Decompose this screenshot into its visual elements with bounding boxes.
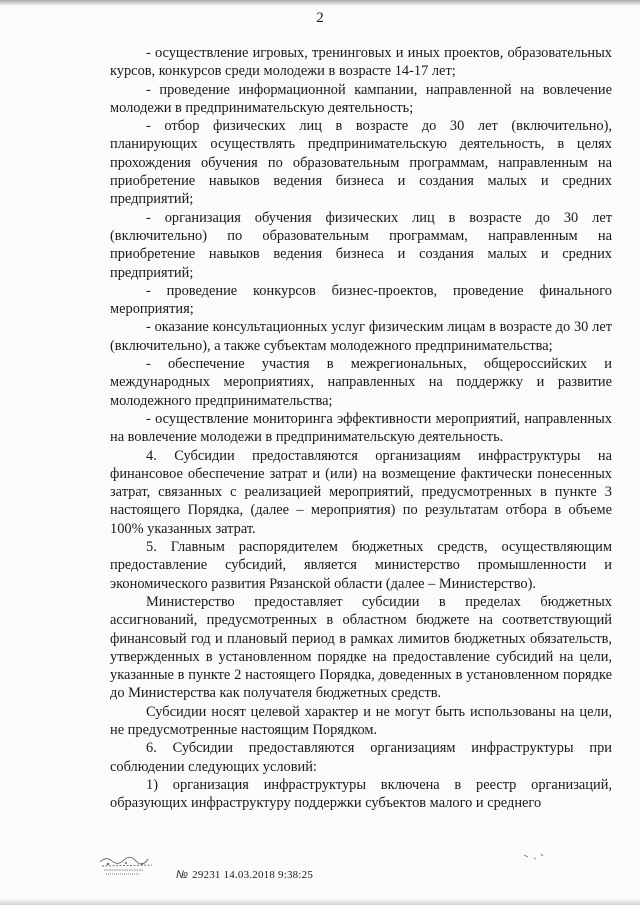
body-paragraph: - осуществление мониторинга эффективности мероприятий, направленных на вовлечение молодежи в предпринимательскую деятельность. xyxy=(110,410,612,446)
document-body xyxy=(110,44,612,812)
scan-speck-icon xyxy=(522,852,546,862)
body-paragraph: - осуществление игровых, тренинговых и иных проектов, образовательных курсов, конкурсов среди молодежи в возрасте 14-17 лет; xyxy=(110,45,612,80)
body-paragraph: - оказание консультационных услуг физическим лицам в возрасте до 30 лет (включительно), а также субъектам молодежного предпринимательства; xyxy=(110,319,612,354)
scan-top-edge xyxy=(0,0,640,6)
body-paragraph: - проведение информационной кампании, направленной на вовлечение молодежи в предпринимательскую деятельность; xyxy=(110,81,612,116)
stamp-text: 29231 14.03.2018 9:38:25 xyxy=(192,869,314,881)
body-paragraph: 6. Субсидии предоставляются организациям инфраструктуры при соблюдении следующих условий: xyxy=(110,740,612,775)
body-paragraph: - обеспечение участия в межрегиональных, общероссийских и международных мероприятиях, направленных на поддержку и развитие молодежного предпринимательства; xyxy=(110,356,612,409)
body-paragraph: Министерство предоставляет субсидии в пределах бюджетных ассигнований, предусмотренных в областном бюджете на соответствующий финансовый год и плановый период в рамках лимитов бюджетных обязательств, утвержденных в установленном порядке на предоставление субсидий на цели, указанные в пункте 2 настоящего Порядка, доведенных в установленном порядке до Министерства как получателя бюджетных средств. xyxy=(110,593,612,702)
body-paragraph: 4. Субсидии предоставляются организациям инфраструктуры на финансовое обеспечение затрат и (или) на возмещение фактически понесенных затрат, связанных с реализацией мероприятий, предусмотренных в пункте 3 настоящего Порядка, (далее – мероприятия) по результатам отбора в объеме 100% указанных затрат. xyxy=(110,447,612,537)
body-paragraph: 1) организация инфраструктуры включена в реестр организаций, образующих инфраструктуру поддержки субъектов малого и среднего xyxy=(110,776,612,812)
registration-stamp xyxy=(176,869,313,881)
body-paragraph: Субсидии носят целевой характер и не могут быть использованы на цели, не предусмотренные настоящим Порядком. xyxy=(110,703,612,738)
body-paragraph: - проведение конкурсов бизнес-проектов, проведение финального мероприятия; xyxy=(110,282,612,318)
scan-bottom-edge xyxy=(0,898,640,905)
body-paragraph: 5. Главным распорядителем бюджетных средств, осуществляющим предоставление субсидий, является министерство промышленности и экономического развития Рязанской области (далее – Министерство). xyxy=(110,539,612,592)
page-number: 2 xyxy=(316,10,324,26)
organization-logo-icon xyxy=(96,852,158,878)
stamp-mark: № xyxy=(176,869,189,881)
body-paragraph: - отбор физических лиц в возрасте до 30 лет (включительно), планирующих осуществлять предпринимательскую деятельность, в целях прохождения обучения по образовательным программам, направленным на приобретение навыков ведения бизнеса и создания малых и средних предприятий; xyxy=(110,118,612,208)
body-paragraph: - организация обучения физических лиц в возрасте до 30 лет (включительно) по образовательным программам, направленным на приобретение навыков ведения бизнеса и создания малых и средних предприятий; xyxy=(110,209,612,281)
